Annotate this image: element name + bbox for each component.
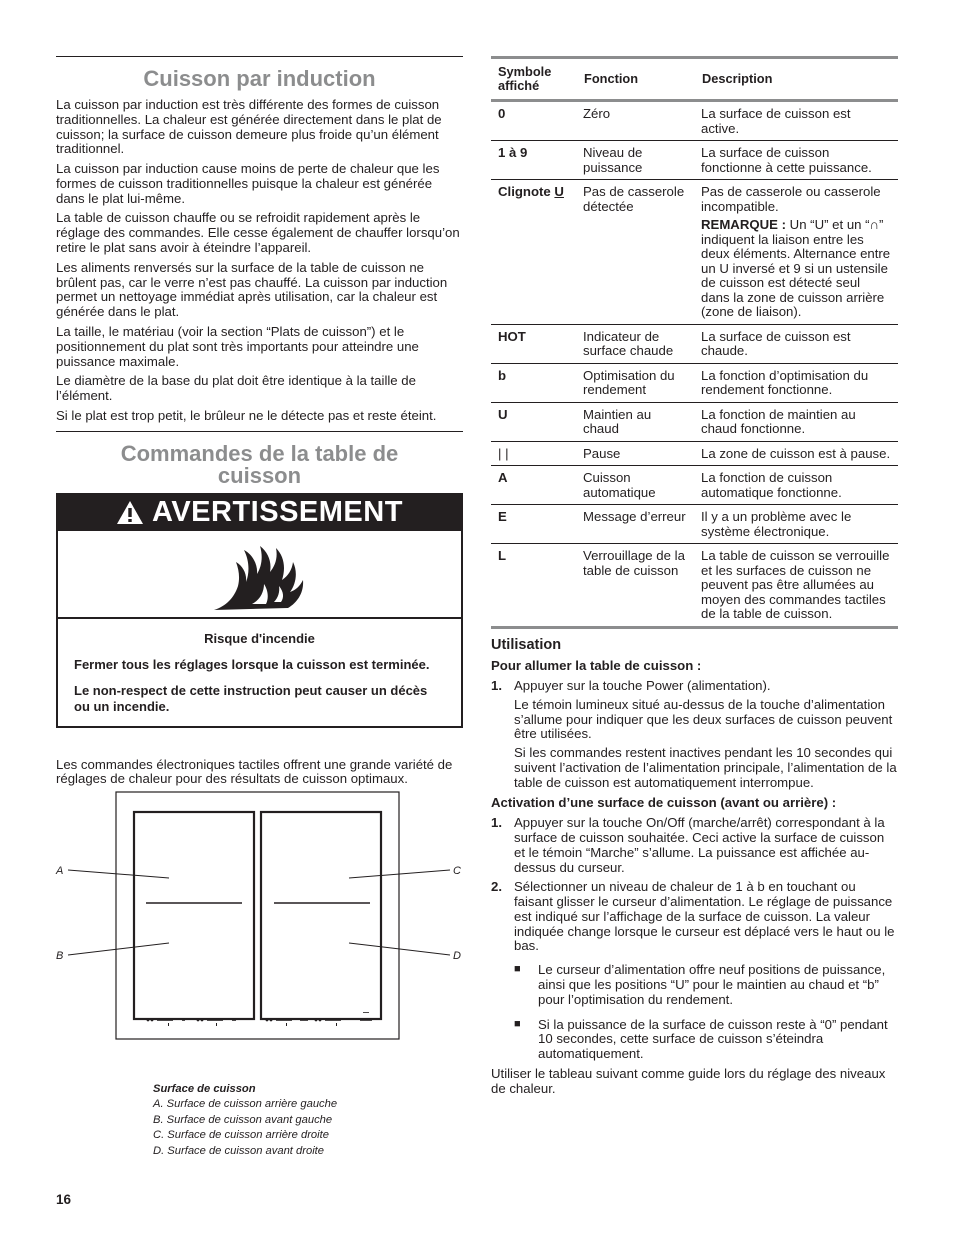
symbol-u: U <box>554 184 564 200</box>
left-cooking-zone <box>134 812 254 1019</box>
induction-paragraph: La cuisson par induction est très différente des formes de cuisson traditionnelles. La chaleur est générée directement dans le plat de cuisson; la surface de cuisson demeure plus froide qu’un élément traditionnel. <box>56 97 442 157</box>
label-a: A <box>56 865 64 877</box>
description-cell <box>695 180 898 325</box>
right-column <box>491 56 898 1097</box>
bullet-text: Si la puissance de la surface de cuisson reste à “0” pendant 10 secondes, cette surface de cuisson s’éteindra automatiquement. <box>538 1016 888 1062</box>
function-cell: Cuisson automatique <box>577 466 695 505</box>
symbol-cell: U <box>491 402 577 441</box>
description-text: Pas de casserole ou casserole incompatible. <box>701 184 881 214</box>
caption-item: D. Surface de cuisson avant droite <box>153 1144 325 1157</box>
description-cell: La fonction de cuisson automatique fonctionne. <box>695 466 898 505</box>
bullet-item <box>491 1018 898 1062</box>
table-row <box>491 466 898 505</box>
cooktop-diagram <box>50 788 470 1050</box>
warning-triangle-icon <box>116 500 144 525</box>
section-divider <box>56 56 463 57</box>
remark <box>701 218 892 320</box>
symbol-cell: L <box>491 544 577 628</box>
symbol-cell: 0 <box>491 101 577 141</box>
power-detail: Si les commandes restent inactives pendant les 10 secondes qui suivent l’activation de l’alimentation principale, l’alimentation de la table de cuisson est automatiquement interrompue. <box>514 745 897 790</box>
power-heading: Pour allumer la table de cuisson : <box>491 658 702 674</box>
table-row <box>491 505 898 544</box>
description-cell: La fonction d’optimisation du rendement fonctionne. <box>695 363 898 402</box>
warning-instruction: Fermer tous les réglages lorsque la cuisson est terminée. <box>74 656 430 672</box>
table-row <box>491 180 898 325</box>
left-column <box>56 56 463 792</box>
remark-label: REMARQUE : <box>701 217 786 233</box>
caption-item: A. Surface de cuisson arrière gauche <box>153 1098 338 1111</box>
bullet-icon: ■ <box>514 1017 521 1030</box>
table-row <box>491 324 898 363</box>
table-row <box>491 141 898 180</box>
right-cooking-zone <box>261 812 381 1019</box>
controls-title-line1: Commandes de la table de <box>120 440 399 466</box>
function-cell: Niveau de puissance <box>577 141 695 180</box>
function-cell: Zéro <box>577 101 695 141</box>
symbol-cell: HOT <box>491 324 577 363</box>
warning-consequence: Le non-respect de cette instruction peut causer un décès ou un incendie. <box>74 683 428 715</box>
diagram-caption <box>153 1082 337 1159</box>
induction-paragraph: La cuisson par induction cause moins de perte de chaleur que les formes de cuisson traditionnelles puisque la chaleur est générée dans le plat lui-même. <box>56 161 440 206</box>
step-text: Appuyer sur la touche Power (alimentation). <box>514 677 771 693</box>
induction-paragraph: Le diamètre de la base du plat doit être identique à la taille de l’élément. <box>56 373 416 404</box>
power-detail: Le témoin lumineux situé au-dessus de la touche d’alimentation s’allume pour indiquer que les deux surfaces de cuisson peuvent être utilisées. <box>514 696 893 742</box>
warning-box <box>56 493 463 728</box>
function-cell: Indicateur de surface chaude <box>577 324 695 363</box>
fire-icon <box>212 536 308 612</box>
cooktop-outline <box>116 792 399 1039</box>
table-row <box>491 402 898 441</box>
controls-title-line2: cuisson <box>217 462 302 488</box>
function-cell: Verrouillage de la table de cuisson <box>577 544 695 628</box>
remark-text: Un “U” et un “∩” indiquent la liaison entre les deux éléments. Alternance entre un U inversé et 9 si un ustensile de cuisson est détecté seul dans la zone de cuisson arrière (zone de liaison). <box>701 217 891 320</box>
symbol-cell: A <box>491 466 577 505</box>
symbol-cell: 1 à 9 <box>491 141 577 180</box>
caption-item: B. Surface de cuisson avant gauche <box>153 1113 333 1126</box>
warning-header-text: AVERTISSEMENT <box>152 496 403 529</box>
activate-heading: Activation d’une surface de cuisson (avant ou arrière) : <box>491 795 837 811</box>
utilisation-title: Utilisation <box>491 636 562 653</box>
header-symbol: Symbole affiché <box>491 58 577 101</box>
induction-paragraph: Les aliments renversés sur la surface de la table de cuisson ne brûlent pas, car le verre n’est pas chauffé. La cuisson par induction permet un nettoyage immédiat après utilisation, car la chaleur est générée dans le plat. <box>56 259 448 320</box>
step-number: 1. <box>491 677 502 693</box>
warning-risk: Risque d'incendie <box>204 630 315 646</box>
caption-title: Surface de cuisson <box>153 1083 256 1095</box>
description-cell: La zone de cuisson est à pause. <box>695 441 898 466</box>
bullet-item <box>491 963 898 1007</box>
label-d: D <box>453 950 461 962</box>
induction-paragraph: Si le plat est trop petit, le brûleur ne le détecte pas et reste éteint. <box>56 407 437 423</box>
header-function: Fonction <box>577 58 695 101</box>
table-row <box>491 363 898 402</box>
symbol-cell: E <box>491 505 577 544</box>
function-cell: Optimisation du rendement <box>577 363 695 402</box>
table-row <box>491 544 898 628</box>
closing-text: Utiliser le tableau suivant comme guide lors du réglage des niveaux de chaleur. <box>491 1065 886 1096</box>
function-cell: Pause <box>577 441 695 466</box>
description-cell: La surface de cuisson est chaude. <box>695 324 898 363</box>
description-cell: La fonction de maintien au chaud fonctionne. <box>695 402 898 441</box>
description-cell: Il y a un problème avec le système électronique. <box>695 505 898 544</box>
header-description: Description <box>695 58 898 101</box>
table-row <box>491 441 898 466</box>
induction-paragraph: La taille, le matériau (voir la section “Plats de cuisson”) et le positionnement du plat sont très importants pour atteindre une puissance maximale. <box>56 323 419 369</box>
induction-paragraph: La table de cuisson chauffe ou se refroidit rapidement après le réglage des commandes. Elle cesse également de chauffer lorsqu’on retire le plat sans avoir à éteindre l’appareil. <box>56 210 460 256</box>
symbol-table <box>491 56 898 629</box>
induction-title: Cuisson par induction <box>143 66 376 91</box>
controls-intro: Les commandes électroniques tactiles offrent une grande variété de réglages de chaleur pour des résultats de cuisson optimaux. <box>56 756 453 787</box>
description-cell: La table de cuisson se verrouille et les surfaces de cuisson ne peuvent pas être allumées au moyen des commandes tactiles de la table de cuisson. <box>695 544 898 628</box>
function-cell: Message d’erreur <box>577 505 695 544</box>
symbol-cell: b <box>491 363 577 402</box>
step-text: Sélectionner un niveau de chaleur de 1 à b en touchant ou faisant glisser le curseur d’alimentation. Le réglage de puissance est indiqué sur l’affichage de la surface de cuisson. La valeur indiquée change lorsque le curseur est déplacé vers le haut ou le bas. <box>514 879 895 954</box>
bullet-icon: ■ <box>514 963 521 976</box>
label-c: C <box>453 865 461 877</box>
function-cell: Maintien au chaud <box>577 402 695 441</box>
warning-text <box>58 619 461 726</box>
step-text: Appuyer sur la touche On/Off (marche/arrêt) correspondant à la surface de cuisson souhaitée. Ceci active la surface de cuisson et le témoin “Marche” s’allume. La puissance est affichée au-dessus du curseur. <box>514 815 885 875</box>
symbol-cell: | | <box>491 441 577 466</box>
page-number: 16 <box>56 1192 72 1207</box>
callout-b-line <box>68 943 169 955</box>
controls-title <box>56 440 463 488</box>
warning-header <box>58 495 461 531</box>
symbol-cell <box>491 180 577 325</box>
symbol-prefix: Clignote <box>498 184 555 200</box>
section-divider <box>56 431 463 432</box>
fire-area <box>58 531 461 619</box>
step-number: 1. <box>491 815 502 831</box>
description-cell: La surface de cuisson est active. <box>695 101 898 141</box>
activate-step <box>491 816 898 875</box>
caption-item: C. Surface de cuisson arrière droite <box>153 1129 329 1142</box>
power-step <box>491 679 898 694</box>
activate-step <box>491 880 898 954</box>
step-number: 2. <box>491 879 502 895</box>
table-row <box>491 101 898 141</box>
label-b: B <box>56 950 64 962</box>
table-header-row <box>491 58 898 101</box>
callout-a-line <box>68 870 169 878</box>
description-cell: La surface de cuisson fonctionne à cette puissance. <box>695 141 898 180</box>
bullet-text: Le curseur d’alimentation offre neuf positions de puissance, ainsi que les positions “U” pour le maintien au chaud et “b” pour l’optimisation du rendement. <box>538 962 886 1007</box>
function-cell: Pas de casserole détectée <box>577 180 695 325</box>
